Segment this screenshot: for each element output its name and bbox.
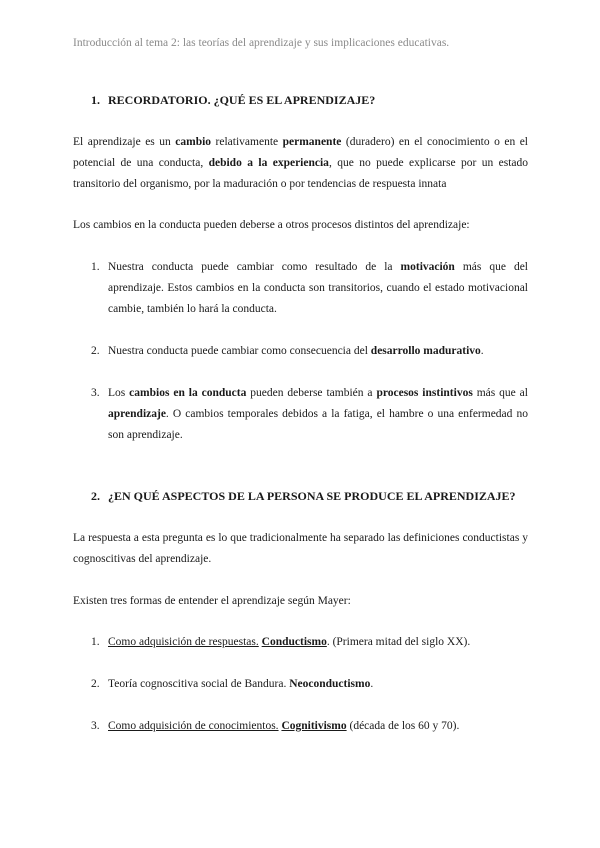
term-cambio: cambio (175, 136, 212, 148)
list-item: 3. Como adquisición de conocimientos. Cognitivismo (década de los 60 y 70). (91, 720, 460, 732)
list-item: 2. Nuestra conducta puede cambiar como consecuencia del desarrollo madurativo. (91, 345, 484, 357)
term-permanente: permanente (282, 136, 342, 148)
definition-paragraph: El aprendizaje es un cambio relativamente permanente (duradero) en el conocimiento o en el potencial de una conducta, debido a la experiencia, que no puede explicarse por un estado transitorio del organismo, por la maduración o por tendencias de respuesta innata (73, 136, 528, 190)
term-experiencia: debido a la experiencia (208, 157, 329, 169)
list-item: 1. Como adquisición de respuestas. Conductismo. (Primera mitad del siglo XX). (91, 636, 471, 648)
section-1-heading (91, 93, 375, 108)
list-item: 3. Los cambios en la conducta pueden deberse también a procesos instintivos más que al aprendizaje. O cambios temporales debidos a la fatiga, el hambre o una enfermedad no son aprendizaje. (91, 387, 528, 441)
list-item: 1. Nuestra conducta puede cambiar como resultado de la motivación más que del aprendizaje. Estos cambios en la conducta son transitorios, cuando el estado motivacional cambie, también lo hará la conducta. (91, 261, 528, 315)
section-2-heading (91, 489, 516, 504)
section-2-title: ¿EN QUÉ ASPECTOS DE LA PERSONA SE PRODUCE EL APRENDIZAJE? (108, 489, 516, 503)
list-item: 2. Teoría cognoscitiva social de Bandura. Neoconductismo. (91, 678, 374, 690)
section-2-number: 2. (91, 489, 100, 503)
section-1-intro: Los cambios en la conducta pueden deberse a otros procesos distintos del aprendizaje: (73, 219, 470, 231)
section-1-number: 1. (91, 93, 100, 107)
section-2-intro: Existen tres formas de entender el aprendizaje según Mayer: (73, 595, 351, 607)
page-header: Introducción al tema 2: las teorías del aprendizaje y sus implicaciones educativas. (73, 37, 450, 49)
section-1-title: RECORDATORIO. ¿QUÉ ES EL APRENDIZAJE? (108, 93, 376, 107)
section-2-paragraph: La respuesta a esta pregunta es lo que tradicionalmente ha separado las definiciones conductistas y cognoscitivas del aprendizaje. (73, 532, 528, 565)
